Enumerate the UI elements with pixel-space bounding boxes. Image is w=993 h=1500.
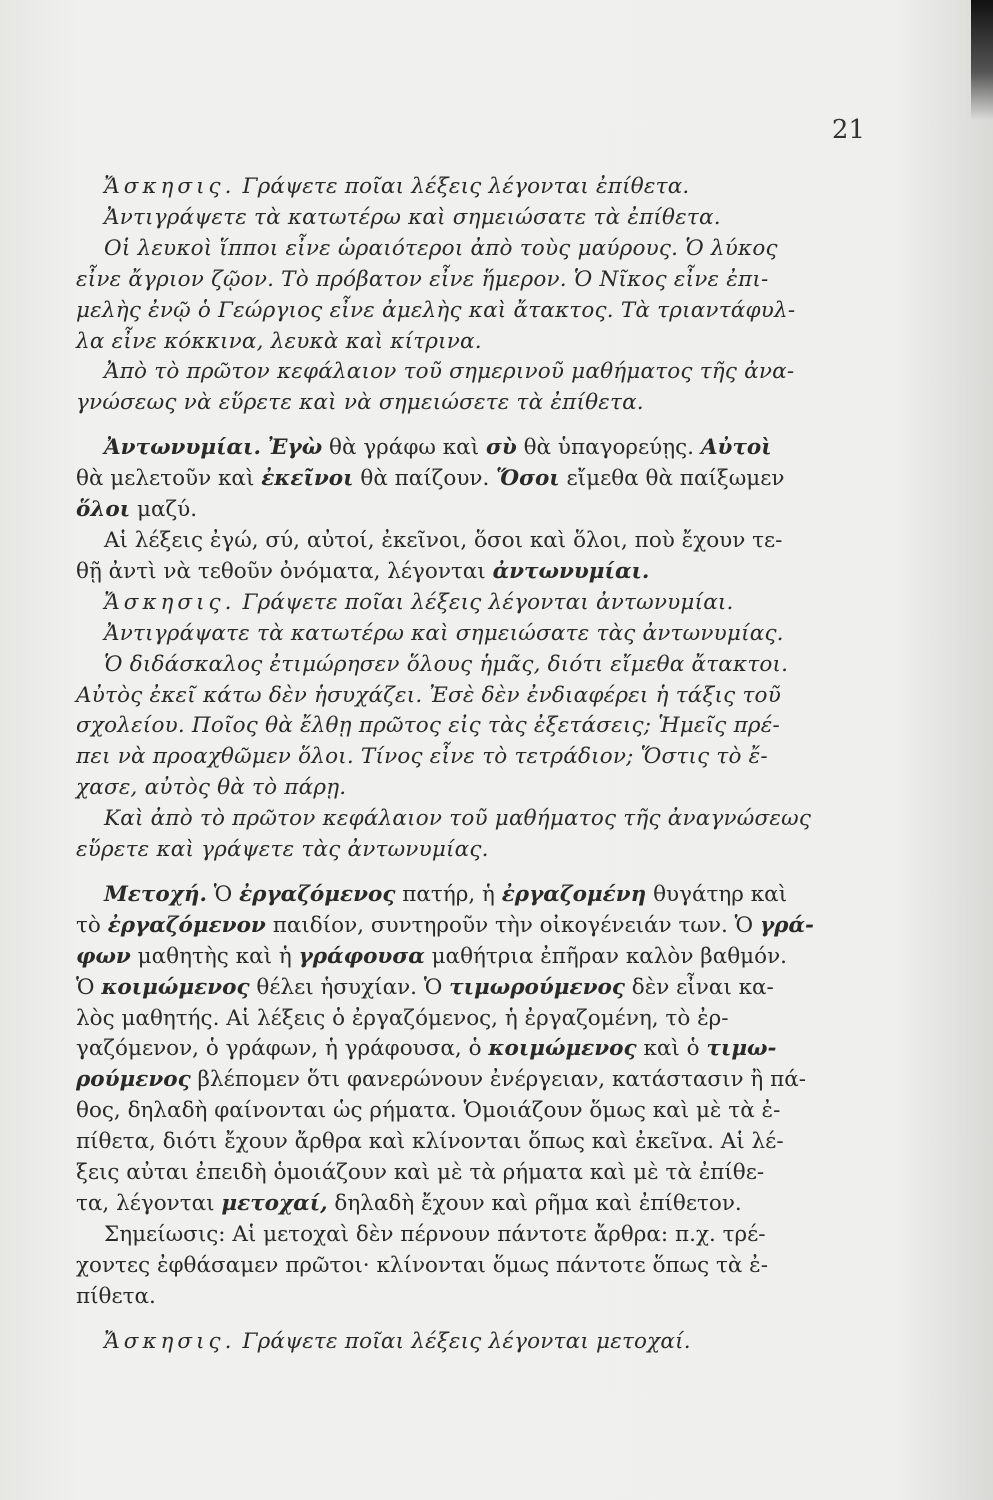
paragraph-gap (76, 419, 906, 433)
text-line (76, 296, 906, 327)
bold-term: τιμωρούμενος (449, 974, 625, 1000)
text-line (76, 911, 906, 942)
text-run: πίθετα, διότι ἔχουν ἄρθρα καὶ κλίνονται ὅπως καὶ ἐκεῖνα. Αἱ λέ- (76, 1129, 784, 1155)
text-line (76, 1004, 906, 1035)
text-line (76, 973, 906, 1004)
text-run: Ὁ (76, 974, 102, 1000)
text-run: Αὐτὸς ἐκεῖ κάτω δὲν ἡσυχάζει. Ἐσὲ δὲν ἐνδιαφέρει ἡ τάξις τοῦ (76, 682, 781, 708)
bold-term: φων (76, 943, 131, 969)
bold-term: ἐργαζόμενος (239, 881, 396, 907)
bold-term: τιμω- (706, 1036, 777, 1062)
text-run: θος, δηλαδὴ φαίνονται ὡς ρήματα. Ὁμοιάζουν ὅμως καὶ μὲ τὰ ἐ- (76, 1098, 781, 1124)
text-run (261, 435, 268, 460)
text-run: θῇ ἀντὶ νὰ τεθοῦν ὀνόματα, λέγονται (76, 558, 493, 584)
text-line (76, 1251, 906, 1282)
text-line (76, 495, 906, 526)
text-run: πατήρ, ἡ (395, 881, 502, 907)
text-run: πει νὰ προαχθῶμεν ὅλοι. Τίνος εἶνε τὸ τετράδιον; Ὅστις τὸ ἔ- (76, 744, 768, 770)
text-run: δηλαδὴ ἔχουν καὶ ρῆμα καὶ ἐπίθετον. (327, 1191, 742, 1216)
bold-term: γρά- (759, 912, 814, 938)
text-line (76, 1220, 906, 1251)
bold-term: ἐργαζόμενον (107, 912, 266, 938)
text-line (76, 711, 906, 742)
bold-term: Ἀντωνυμίαι. (104, 435, 261, 461)
text-run: γαζόμενον, ὁ γράφων, ἡ γράφουσα, ὁ (76, 1036, 489, 1062)
scan-edge-shadow (971, 0, 993, 120)
text-run: εἶνε ἄγριον ζῷον. Τὸ πρόβατον εἶνε ἥμερον. Ὁ Νῖκος εἶνε ἐπι- (76, 266, 769, 292)
text-run: Καὶ ἀπὸ τὸ πρῶτον κεφάλαιον τοῦ μαθήματος τῆς ἀναγνώσεως (104, 806, 812, 832)
bold-term: ρούμενος (76, 1067, 191, 1093)
bold-term: Ἐγὼ (267, 435, 323, 461)
bold-term: Αὐτοὶ (700, 435, 772, 461)
text-line (76, 773, 906, 804)
text-run: Σημείωσις: Αἱ μετοχαὶ δὲν πέρνουν πάντοτε ἄρθρα: π.χ. τρέ- (104, 1221, 766, 1247)
text-line (76, 526, 906, 557)
text-run: Ἀπὸ τὸ πρῶτον κεφάλαιον τοῦ σημερινοῦ μαθήματος τῆς ἀνα- (104, 359, 795, 385)
text-run: μαζύ. (130, 497, 198, 523)
text-run: εὕρετε καὶ γράψετε τὰς ἀντωνυμίας. (76, 837, 489, 863)
text-line (76, 1327, 906, 1358)
text-run: σχολείου. Ποῖος θὰ ἔλθῃ πρῶτος εἰς τὰς ἐξετάσεις; Ἡμεῖς πρέ- (76, 713, 780, 739)
text-run: Ὁ διδάσκαλος ἐτιμώρησεν ὅλους ἡμᾶς, διότι εἴμεθα ἄτακτοι. (104, 651, 789, 677)
text-line (76, 1127, 906, 1158)
text-run: Γράψετε ποῖαι λέξεις λέγονται ἐπίθετα. (235, 174, 690, 199)
text-run: μελὴς ἐνῷ ὁ Γεώργιος εἶνε ἀμελὴς καὶ ἄτακτος. Τὰ τριαντάφυλ- (76, 297, 796, 323)
text-line (76, 619, 906, 650)
page-text (76, 172, 906, 1358)
text-run: τὸ (76, 912, 108, 938)
bold-term: κοιμώμενος (488, 1036, 637, 1062)
bold-term: μετοχαί, (221, 1191, 328, 1216)
text-line (76, 650, 906, 681)
text-line (76, 1189, 906, 1220)
text-line (76, 172, 906, 203)
text-line (76, 464, 906, 495)
text-run: λα εἶνε κόκκινα, λευκὰ καὶ κίτρινα. (76, 328, 482, 354)
paragraph-gap (76, 866, 906, 880)
exercise-heading: Ἄσκησις. (104, 1328, 236, 1354)
text-run: Ἀντιγράψατε τὰ κατωτέρω καὶ σημειώσατε τὰς ἀντωνυμίας. (104, 620, 784, 646)
bold-term: γράφουσα (298, 943, 425, 969)
text-run: δὲν εἶναι κα- (624, 974, 774, 1000)
text-run: εἴμεθα θὰ παίξωμεν (559, 466, 785, 492)
text-line (76, 835, 906, 866)
text-run: Ἀντιγράψετε τὰ κατωτέρω καὶ σημειώσατε τὰ ἐπίθετα. (104, 204, 721, 230)
text-run: καὶ ὁ (636, 1036, 707, 1062)
bold-term: Ὅσοι (496, 466, 560, 492)
text-run: παιδίον, συντηροῦν τὴν οἰκογένειάν των. Ὁ (265, 912, 760, 938)
text-run: μαθήτρια ἐπῆραν καλὸν βαθμόν. (424, 943, 787, 969)
text-line (76, 1065, 906, 1096)
text-line (76, 433, 906, 464)
text-run: θὰ μελετοῦν καὶ (76, 466, 262, 492)
bold-term: Μετοχή. (104, 881, 207, 907)
text-line (76, 681, 906, 712)
bold-term: κοιμώμενος (101, 974, 250, 1000)
text-line (76, 588, 906, 619)
text-run: μαθητὴς καὶ ἡ (130, 943, 299, 969)
text-run: χασε, αὐτὸς θὰ τὸ πάρῃ. (76, 775, 347, 801)
text-line (76, 804, 906, 835)
text-line (76, 357, 906, 388)
text-run: Αἱ λέξεις ἐγώ, σύ, αὐτοί, ἐκεῖνοι, ὅσοι καὶ ὅλοι, ποὺ ἔχουν τε- (104, 527, 783, 553)
bold-term: ἐργαζομένη (501, 881, 647, 907)
text-line (76, 557, 906, 588)
bold-term: ἀντωνυμίαι. (492, 558, 650, 584)
text-run: λὸς μαθητής. Αἱ λέξεις ὁ ἐργαζόμενος, ἡ ἐργαζομένη, τὸ ἐρ- (76, 1005, 729, 1031)
text-run: χοντες ἐφθάσαμεν πρῶτοι· κλίνονται ὅμως πάντοτε ὅπως τὰ ἐ- (76, 1252, 768, 1278)
paragraph-gap (76, 1313, 906, 1327)
page-number: 21 (831, 115, 865, 145)
text-run: θὰ ὑπαγορεύῃς. (516, 435, 701, 461)
text-run: Οἱ λευκοὶ ἵπποι εἶνε ὡραιότεροι ἀπὸ τοὺς μαύρους. Ὁ λύκος (104, 235, 778, 261)
text-line (76, 1034, 906, 1065)
exercise-heading: Ἄσκησις. (104, 174, 236, 199)
text-line (76, 942, 906, 973)
text-run: θὰ παίζουν. (353, 466, 497, 492)
text-run: βλέπομεν ὅτι φανερώνουν ἐνέργειαν, κατάστασιν ἢ πά- (190, 1067, 807, 1093)
text-line (76, 388, 906, 419)
text-run: θὰ γράφω καὶ (322, 435, 486, 461)
text-run: γνώσεως νὰ εὕρετε καὶ νὰ σημειώσετε τὰ ἐπίθετα. (76, 390, 644, 416)
text-run: πίθετα. (76, 1283, 156, 1309)
bold-term: ἐκεῖνοι (261, 466, 354, 492)
text-line (76, 742, 906, 773)
text-line (76, 234, 906, 265)
bold-term: σὺ (485, 435, 517, 461)
text-line (76, 203, 906, 234)
text-line (76, 265, 906, 296)
text-line (76, 1096, 906, 1127)
text-line (76, 880, 906, 911)
text-line (76, 327, 906, 358)
text-run: Ὁ (206, 881, 240, 907)
text-run: θέλει ἡσυχίαν. Ὁ (249, 974, 450, 1000)
text-run: ξεις αὐται ἐπειδὴ ὁμοιάζουν καὶ μὲ τὰ ρήματα καὶ μὲ τὰ ἐπίθε- (76, 1160, 765, 1186)
text-line (76, 1158, 906, 1189)
text-run: Γράψετε ποῖαι λέξεις λέγονται ἀντωνυμίαι. (235, 589, 734, 615)
exercise-heading: Ἄσκησις. (104, 589, 236, 615)
text-run: Γράψετε ποῖαι λέξεις λέγονται μετοχαί. (235, 1328, 691, 1354)
text-run: θυγάτηρ καὶ (646, 881, 788, 907)
text-run: τα, λέγονται (76, 1191, 222, 1216)
text-line (76, 1282, 906, 1313)
bold-term: ὅλοι (76, 497, 131, 523)
